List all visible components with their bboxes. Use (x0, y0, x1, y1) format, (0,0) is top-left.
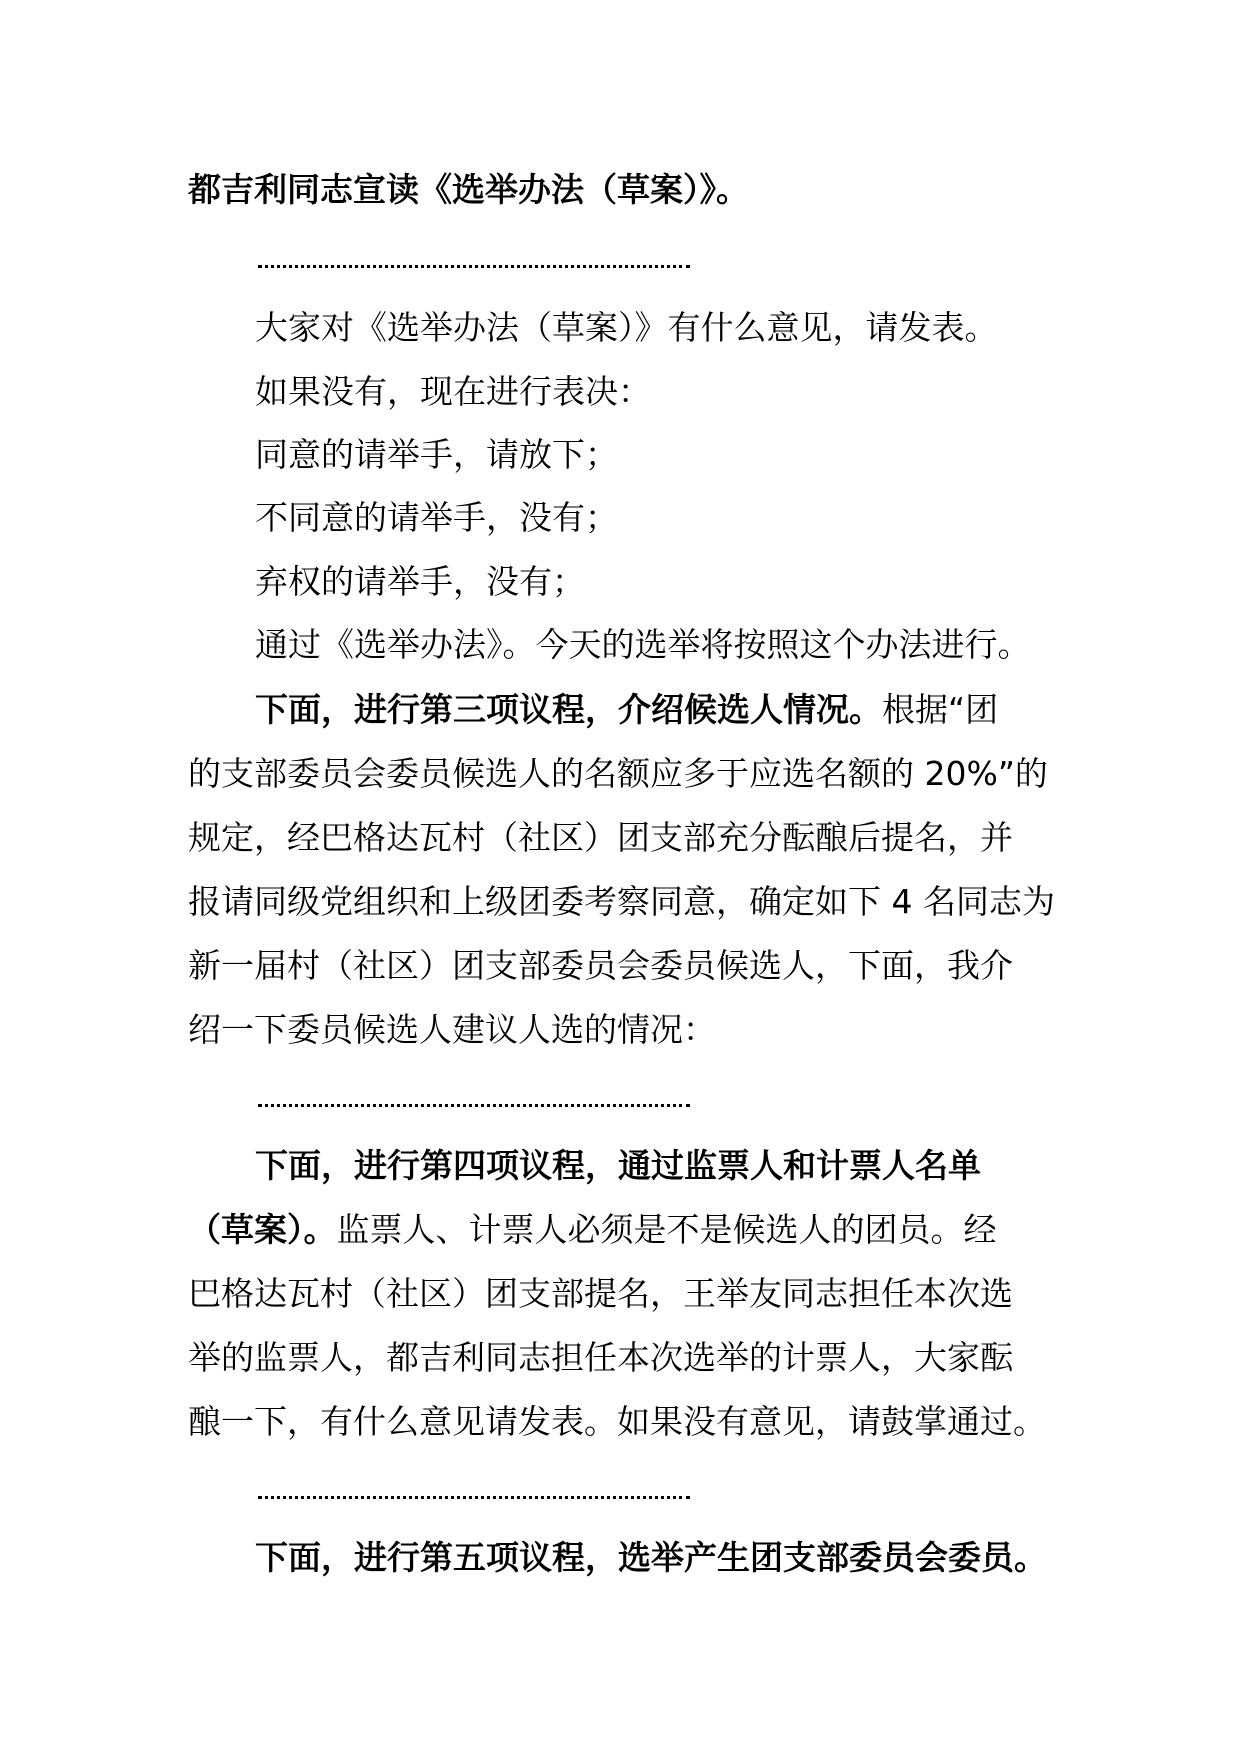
paragraph-line: 弃权的请举手，没有； (255, 562, 585, 601)
agenda-heading: 下面，进行第四项议程，通过监票人和计票人名单 (255, 1146, 981, 1185)
paragraph-line: 同意的请举手，请放下； (255, 435, 618, 474)
ellipsis-separator (258, 1104, 690, 1107)
ellipsis-separator (258, 265, 690, 268)
paragraph-line: 规定，经巴格达瓦村（社区）团支部充分酝酿后提名，并 (188, 818, 1013, 857)
paragraph-line: 大家对《选举办法（草案）》有什么意见，请发表。 (255, 308, 998, 347)
paragraph-line: 新一届村（社区）团支部委员会委员候选人，下面，我介 (188, 946, 1013, 985)
paragraph-line (255, 690, 998, 730)
paragraph-line: 举的监票人，都吉利同志担任本次选举的计票人，大家酝 (188, 1338, 1013, 1377)
agenda-heading: 下面，进行第五项议程，选举产生团支部委员会委员。 (255, 1538, 1047, 1577)
paragraph-line: 的支部委员会委员候选人的名额应多于应选名额的 20%”的 (188, 754, 1048, 793)
paragraph-line: 通过《选举办法》。今天的选举将按照这个办法进行。 (255, 625, 1031, 664)
paragraph-text: 监票人、计票人必须是不是候选人的团员。经 (336, 1210, 997, 1249)
ellipsis-separator (258, 1496, 690, 1499)
paragraph-line: 如果没有，现在进行表决： (255, 372, 651, 411)
paragraph-line: 不同意的请举手，没有； (255, 498, 618, 537)
paragraph-text: 根据“团 (882, 690, 999, 729)
paragraph-line: 都吉利同志宣读《选举办法（草案）》。 (188, 170, 749, 209)
agenda-heading: （草案）。 (188, 1210, 337, 1249)
paragraph-line: 报请同级党组织和上级团委考察同意，确定如下 4 名同志为 (188, 882, 1055, 921)
paragraph-line (188, 1210, 997, 1250)
paragraph-line: 巴格达瓦村（社区）团支部提名，王举友同志担任本次选 (188, 1274, 1013, 1313)
agenda-heading: 下面，进行第三项议程，介绍候选人情况。 (255, 690, 882, 729)
paragraph-line: 酿一下，有什么意见请发表。如果没有意见，请鼓掌通过。 (188, 1402, 1046, 1441)
paragraph-line: 绍一下委员候选人建议人选的情况： (188, 1010, 716, 1049)
